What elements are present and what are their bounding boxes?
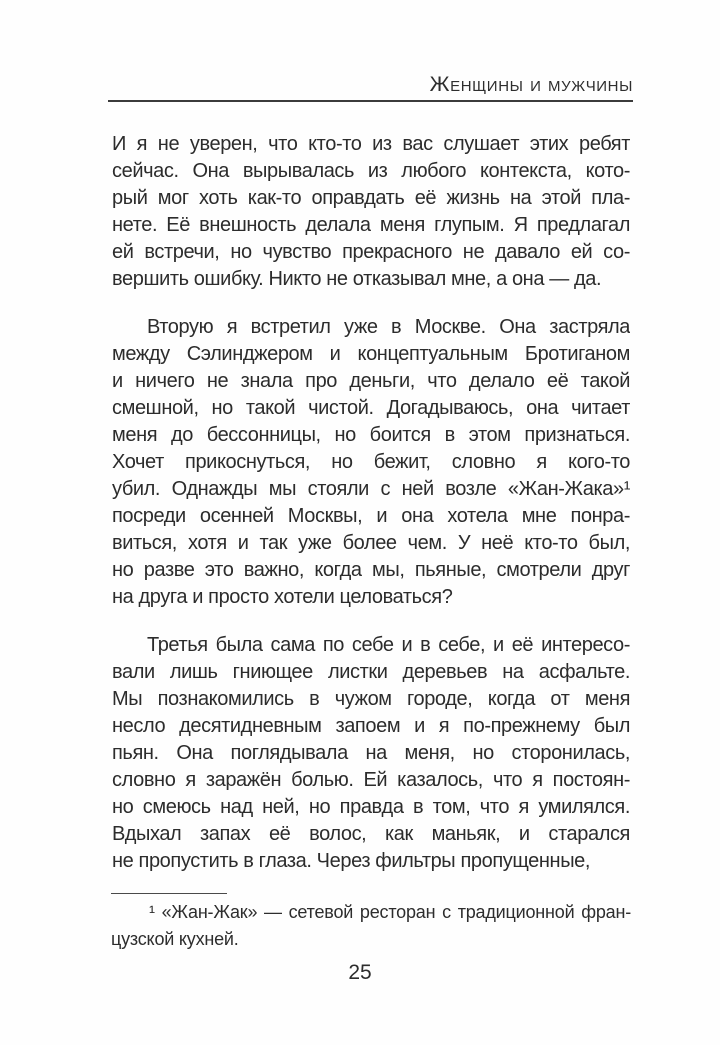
text-line: но смеюсь над ней, но правда в том, что я умилялся. [112, 796, 630, 818]
text-line: нете. Её внешность делала меня глупым. Я предлагал [112, 214, 630, 236]
text-line: между Сэлинджером и концептуальным Бротиганом [112, 343, 630, 365]
text-line: на друга и просто хотели целоваться? [112, 586, 453, 608]
text-line: пьян. Она поглядывала на меня, но сторонилась, [112, 742, 630, 764]
text-line: смешной, но такой чистой. Догадываюсь, она читает [112, 397, 630, 419]
text-line: словно я заражён болью. Ей казалось, что я постоян- [112, 769, 630, 791]
text-line: и ничего не знала про деньги, что делало её такой [112, 370, 630, 392]
footnote-line: ¹ «Жан-Жак» — сетевой ресторан с традиционной фран- [149, 902, 631, 922]
page-body [112, 131, 630, 875]
text-line: меня до бессонницы, но боится в этом признаться. [112, 424, 630, 446]
text-line: Вторую я встретил уже в Москве. Она застряла [147, 316, 630, 338]
header-rule [108, 100, 633, 102]
text-line: виться, хотя и так уже более чем. У неё кто-то был, [112, 532, 630, 554]
text-line: И я не уверен, что кто-то из вас слушает этих ребят [112, 133, 630, 155]
paragraph [112, 632, 630, 875]
text-line: вали лишь гниющее листки деревьев на асфальте. [112, 661, 630, 683]
text-line: Вдыхал запах её волос, как маньяк, и старался [112, 823, 630, 845]
text-line: рый мог хоть как-то оправдать её жизнь на этой пла- [112, 187, 630, 209]
text-line: посреди осенней Москвы, и она хотела мне понра- [112, 505, 630, 527]
text-line: вершить ошибку. Никто не отказывал мне, а она — да. [112, 268, 602, 290]
footnote-line: цузской кухней. [111, 929, 239, 949]
running-header: Женщины и мужчины [429, 72, 633, 96]
paragraph [112, 131, 630, 293]
text-line: Третья была сама по себе и в себе, и её интересо- [147, 634, 630, 656]
text-line: ей встречи, но чувство прекрасного не давало ей со- [112, 241, 630, 263]
page-number: 25 [348, 961, 372, 984]
footnote-rule [111, 893, 227, 894]
text-line: Хочет прикоснуться, но бежит, словно я кого-то [112, 451, 630, 473]
paragraph [112, 314, 630, 611]
text-line: убил. Однажды мы стояли с ней возле «Жан-Жака»¹ [112, 478, 630, 500]
text-line: не пропустить в глаза. Через фильтры пропущенные, [112, 850, 591, 872]
text-line: но разве это важно, когда мы, пьяные, смотрели друг [112, 559, 630, 581]
text-line: сейчас. Она вырывалась из любого контекста, кото- [112, 160, 630, 182]
text-line: Мы познакомились в чужом городе, когда от меня [112, 688, 630, 710]
text-line: несло десятидневным запоем и я по-прежнему был [112, 715, 630, 737]
footnote [111, 899, 631, 953]
